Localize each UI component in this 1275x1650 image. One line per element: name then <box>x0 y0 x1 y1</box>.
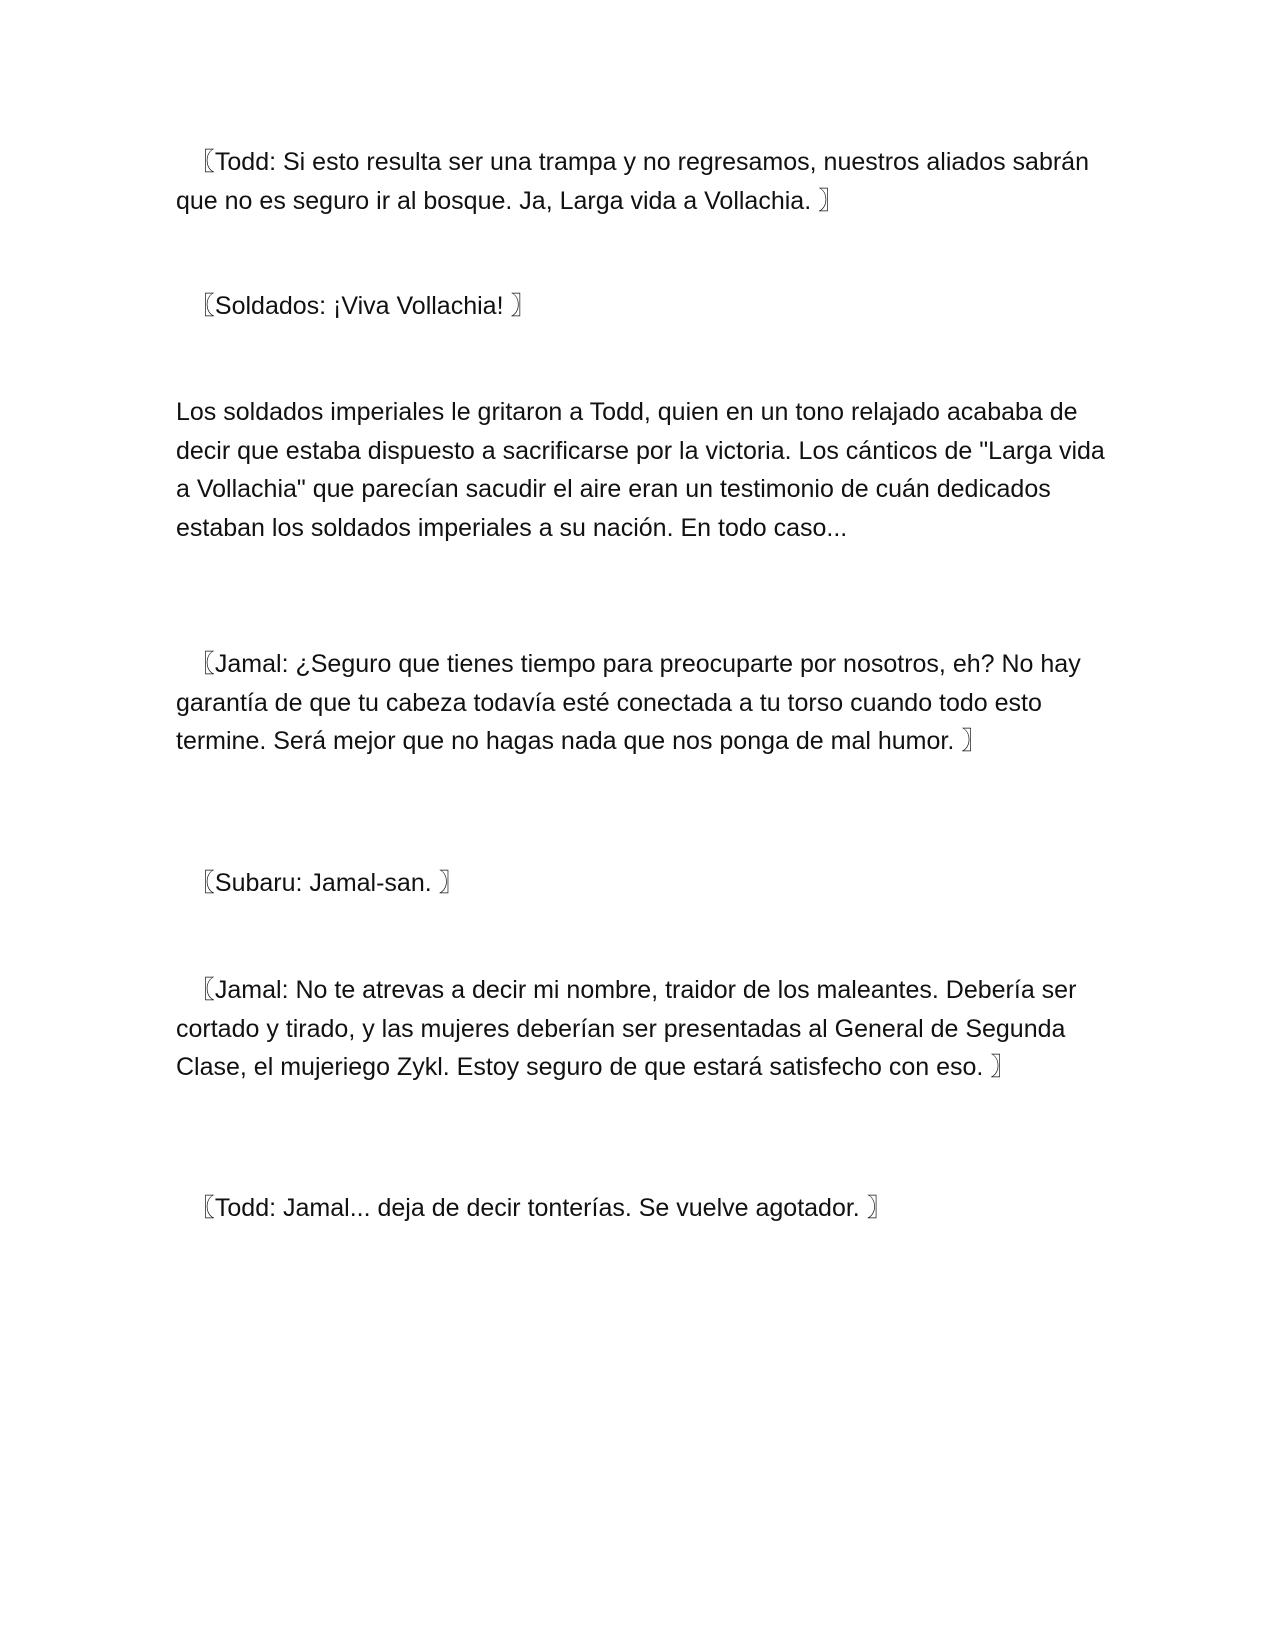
dialogue-jamal-insult: 〖Jamal: No te atrevas a decir mi nombre, traidor de los maleantes. Debería ser cortado y tirado, y las mujeres deberían ser presentadas al General de Segunda Clase, el mujeriego Zykl. Estoy seguro de que estará satisfecho con eso. 〗 <box>176 976 1084 1081</box>
dialogue-todd-trap: 〖Todd: Si esto resulta ser una trampa y no regresamos, nuestros aliados sabrán que no es seguro ir al bosque. Ja, Larga vida a Vollachia. 〗 <box>176 148 1096 215</box>
dialogue-subaru: 〖Subaru: Jamal-san. 〗 <box>176 869 464 897</box>
narration-paragraph: Los soldados imperiales le gritaron a Todd, quien en un tono relajado acababa de decir que estaba dispuesto a sacrificarse por la victoria. Los cánticos de "Larga vida a Vollachia" que parecían sacudir el aire eran un testimonio de cuán dedicados estaban los soldados imperiales a su nación. En todo caso... <box>176 398 1112 542</box>
dialogue-jamal-threat: 〖Jamal: ¿Seguro que tienes tiempo para preocuparte por nosotros, eh? No hay garantía de que tu cabeza todavía esté conectada a tu torso cuando todo esto termine. Será mejor que no hagas nada que nos ponga de mal humor. 〗 <box>176 650 1088 755</box>
dialogue-todd-tired: 〖Todd: Jamal... deja de decir tonterías. Se vuelve agotador. 〗 <box>176 1194 892 1222</box>
dialogue-soldiers-cheer: 〖Soldados: ¡Viva Vollachia! 〗 <box>176 292 536 320</box>
